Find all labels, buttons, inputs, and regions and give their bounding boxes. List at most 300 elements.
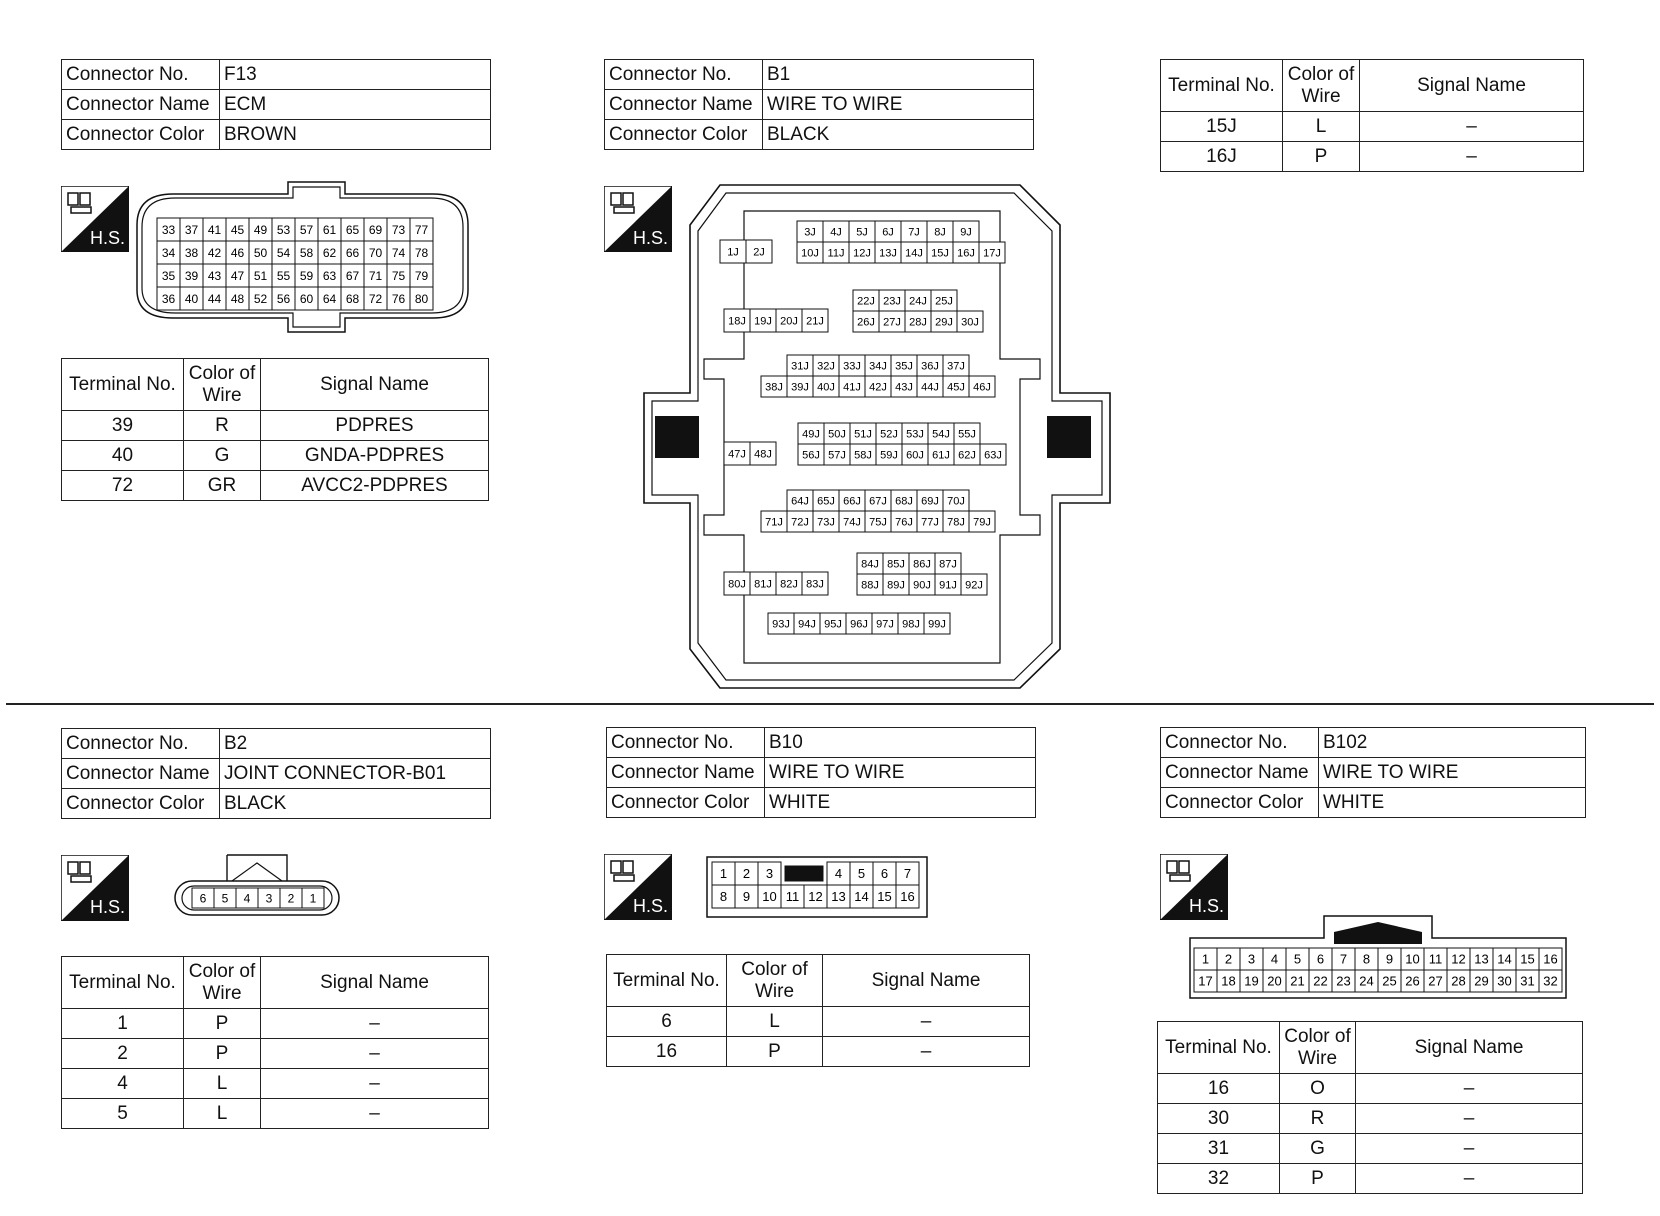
terminal-pin-label: 52 [253, 291, 268, 306]
b10-color-header: Color of Wire [727, 955, 823, 1007]
terminal-no-cell: 16J [1161, 142, 1283, 172]
terminal-pin-label: 21 [1290, 973, 1305, 989]
b10-terminal-table [606, 954, 1030, 1067]
terminal-pin-label: 52J [880, 428, 898, 441]
terminal-no-cell: 15J [1161, 112, 1283, 142]
f13-color-header: Color of Wire [184, 359, 261, 411]
terminal-pin-label: 48 [230, 291, 245, 306]
terminal-pin [1332, 948, 1355, 970]
terminal-pin-label: 26 [1405, 973, 1420, 989]
terminal-pin [1240, 970, 1263, 992]
terminal-pin [850, 444, 876, 465]
terminal-pin [905, 311, 931, 332]
terminal-pin [797, 242, 823, 263]
terminal-pin [341, 241, 364, 264]
terminal-pin [1539, 948, 1562, 970]
terminal-pin-label: 31 [1520, 973, 1535, 989]
wire-color-cell: P [1280, 1164, 1356, 1194]
terminal-pin [798, 423, 824, 444]
b2-info-table [61, 728, 491, 819]
signal-name-cell: – [1356, 1104, 1583, 1134]
b10-connector-name: WIRE TO WIRE [765, 758, 1036, 788]
terminal-pin-label: 3 [765, 866, 774, 882]
terminal-pin-label: 4J [830, 226, 842, 239]
signal-name-cell: – [1356, 1074, 1583, 1104]
terminal-pin-label: 91J [939, 579, 957, 592]
terminal-no-cell: 31 [1158, 1134, 1280, 1164]
terminal-pin [901, 242, 927, 263]
signal-name-cell: GNDA-PDPRES [261, 441, 489, 471]
b1-terminal-table [1160, 59, 1584, 172]
terminal-pin-label: 48J [754, 448, 772, 461]
terminal-pin-label: 56 [276, 291, 291, 306]
terminal-pin-label: 34J [869, 360, 887, 373]
terminal-pin-label: 17 [1198, 973, 1213, 989]
terminal-pin [758, 885, 781, 908]
terminal-pin-label: 9 [742, 889, 751, 905]
terminal-pin-label: 13 [831, 889, 846, 905]
terminal-pin [917, 511, 943, 532]
b1-connector-name-label: Connector Name [605, 90, 763, 120]
wire-color-cell: L [1283, 112, 1360, 142]
terminal-pin [909, 574, 935, 595]
terminal-pin-label: 33J [843, 360, 861, 373]
wire-color-cell: R [184, 411, 261, 441]
terminal-pin [157, 287, 180, 310]
terminal-pin-label: 62 [322, 245, 337, 260]
wire-color-cell: P [184, 1009, 261, 1039]
b2-connector-name: JOINT CONNECTOR-B01 [220, 759, 491, 789]
terminal-pin [1401, 970, 1424, 992]
terminal-pin-label: 14J [905, 247, 923, 260]
terminal-pin-label: 73J [817, 516, 835, 529]
terminal-pin-label: 83J [806, 578, 824, 591]
terminal-pin [953, 242, 979, 263]
terminal-pin-label: 28J [909, 316, 927, 329]
terminal-pin [280, 888, 302, 908]
b102-connector-no: B102 [1319, 728, 1586, 758]
b10-signal-header: Signal Name [823, 955, 1030, 1007]
terminal-pin [720, 240, 746, 263]
terminal-pin-label: 14 [1497, 951, 1512, 967]
terminal-pin [364, 241, 387, 264]
terminal-pin-label: 38 [184, 245, 199, 260]
terminal-pin-label: 35 [161, 268, 176, 283]
terminal-pin-label: 11 [1428, 951, 1443, 967]
terminal-pin-label: 34 [161, 245, 176, 260]
terminal-pin [896, 862, 919, 885]
terminal-pin-label: 79J [973, 516, 991, 529]
terminal-pin-label: 74 [391, 245, 406, 260]
terminal-pin-label: 71 [368, 268, 383, 283]
table-row [1158, 1164, 1583, 1194]
terminal-pin-label: 77J [921, 516, 939, 529]
terminal-pin [272, 264, 295, 287]
terminal-no-cell: 5 [62, 1099, 184, 1129]
terminal-pin [1539, 970, 1562, 992]
terminal-no-cell: 39 [62, 411, 184, 441]
terminal-no-cell: 4 [62, 1069, 184, 1099]
terminal-pin [853, 311, 879, 332]
terminal-pin [203, 264, 226, 287]
wire-color-cell: P [1283, 142, 1360, 172]
terminal-pin [1263, 948, 1286, 970]
terminal-pin [979, 242, 1005, 263]
terminal-pin [1470, 948, 1493, 970]
terminal-pin-label: 60J [906, 449, 924, 462]
b1-signal-header: Signal Name [1360, 60, 1584, 112]
terminal-pin-label: 80 [414, 291, 429, 306]
terminal-pin [927, 221, 953, 242]
terminal-pin [724, 309, 750, 332]
terminal-pin [823, 221, 849, 242]
terminal-pin-label: 5 [857, 866, 866, 882]
terminal-pin [804, 885, 827, 908]
terminal-pin-label: 90J [913, 579, 931, 592]
terminal-pin-label: 67J [869, 495, 887, 508]
terminal-pin-label: 42 [207, 245, 222, 260]
f13-connector-face [133, 180, 473, 335]
terminal-pin [927, 242, 953, 263]
terminal-pin [724, 572, 750, 595]
terminal-pin [853, 290, 879, 311]
terminal-pin-label: 15 [877, 889, 892, 905]
terminal-pin-label: 70 [368, 245, 383, 260]
terminal-pin [387, 287, 410, 310]
terminal-pin-label: 1 [1201, 951, 1210, 967]
terminal-pin-label: 64 [322, 291, 337, 306]
signal-name-cell: – [261, 1099, 489, 1129]
terminal-pin-label: 2 [287, 891, 295, 906]
terminal-pin-label: 78J [947, 516, 965, 529]
terminal-pin-label: 3 [265, 891, 273, 906]
b1-connector-name: WIRE TO WIRE [763, 90, 1034, 120]
b1-connector-color: BLACK [763, 120, 1034, 150]
terminal-pin [849, 221, 875, 242]
terminal-pin [236, 888, 258, 908]
terminal-pin [761, 511, 787, 532]
terminal-pin [1217, 948, 1240, 970]
terminal-pin [794, 613, 820, 634]
terminal-pin [954, 423, 980, 444]
terminal-pin-label: 18J [728, 315, 746, 328]
terminal-no-cell: 6 [607, 1007, 727, 1037]
b10-connector-no: B10 [765, 728, 1036, 758]
terminal-pin [823, 242, 849, 263]
signal-name-cell: AVCC2-PDPRES [261, 471, 489, 501]
terminal-pin-label: 57 [299, 222, 314, 237]
terminal-pin [249, 241, 272, 264]
terminal-pin-label: 84J [861, 558, 879, 571]
terminal-pin-label: 51 [253, 268, 268, 283]
wire-color-cell: GR [184, 471, 261, 501]
terminal-pin [1332, 970, 1355, 992]
terminal-pin [1516, 970, 1539, 992]
terminal-pin-label: 71J [765, 516, 783, 529]
terminal-pin [781, 885, 804, 908]
b2-signal-header: Signal Name [261, 957, 489, 1009]
terminal-pin-label: 23J [883, 295, 901, 308]
terminal-pin [902, 444, 928, 465]
terminal-pin-label: 99J [928, 618, 946, 631]
terminal-pin [957, 311, 983, 332]
terminal-pin [364, 218, 387, 241]
signal-name-cell: – [823, 1007, 1030, 1037]
terminal-pin [1493, 948, 1516, 970]
terminal-pin-label: 2J [753, 246, 765, 259]
terminal-pin-label: 46J [973, 381, 991, 394]
terminal-pin-label: 1 [719, 866, 728, 882]
b2-connector-no-label: Connector No. [62, 729, 220, 759]
b1-color-header: Color of Wire [1283, 60, 1360, 112]
terminal-pin [875, 221, 901, 242]
signal-name-cell: – [1356, 1134, 1583, 1164]
terminal-pin [226, 218, 249, 241]
terminal-pin-label: 10J [801, 247, 819, 260]
table-row [62, 441, 489, 471]
terminal-pin-label: 29J [935, 316, 953, 329]
terminal-pin-label: 64J [791, 495, 809, 508]
terminal-pin-label: 65J [817, 495, 835, 508]
terminal-pin-label: 62J [958, 449, 976, 462]
wire-color-cell: L [184, 1069, 261, 1099]
terminal-pin [203, 287, 226, 310]
terminal-pin [849, 242, 875, 263]
terminal-pin-label: 74J [843, 516, 861, 529]
terminal-pin [341, 218, 364, 241]
terminal-pin [712, 885, 735, 908]
b10-connector-color-label: Connector Color [607, 788, 765, 818]
terminal-pin [258, 888, 280, 908]
terminal-pin [1378, 970, 1401, 992]
terminal-pin-label: 87J [939, 558, 957, 571]
terminal-pin-label: 61J [932, 449, 950, 462]
b2-connector-color: BLACK [220, 789, 491, 819]
wire-color-cell: P [184, 1039, 261, 1069]
terminal-pin [1240, 948, 1263, 970]
terminal-pin-label: 29 [1474, 973, 1489, 989]
terminal-pin-label: 61 [322, 222, 337, 237]
terminal-pin-label: 12 [1451, 951, 1466, 967]
terminal-pin-label: 27J [883, 316, 901, 329]
table-row [1158, 1074, 1583, 1104]
terminal-pin-label: 16 [900, 889, 915, 905]
signal-name-cell: PDPRES [261, 411, 489, 441]
terminal-pin [203, 241, 226, 264]
terminal-pin-label: 63J [984, 449, 1002, 462]
wire-color-cell: L [727, 1007, 823, 1037]
terminal-pin-label: 4 [243, 891, 251, 906]
hs-label: H.S. [90, 228, 126, 248]
b10-info-table [606, 727, 1036, 818]
terminal-pin [857, 553, 883, 574]
svg-text:H.S.: H.S. [633, 896, 669, 916]
terminal-pin [917, 490, 943, 511]
terminal-pin [364, 287, 387, 310]
terminal-pin [735, 885, 758, 908]
terminal-pin [943, 511, 969, 532]
terminal-pin-label: 1J [727, 246, 739, 259]
terminal-pin [931, 311, 957, 332]
terminal-pin [318, 264, 341, 287]
terminal-pin-label: 79 [414, 268, 429, 283]
terminal-pin [1470, 970, 1493, 992]
table-row [62, 1099, 489, 1129]
b1-connector-color-label: Connector Color [605, 120, 763, 150]
terminal-pin-label: 58 [299, 245, 314, 260]
terminal-pin [410, 241, 433, 264]
terminal-pin-label: 93J [772, 618, 790, 631]
terminal-pin-label: 68 [345, 291, 360, 306]
b102-connector-color: WHITE [1319, 788, 1586, 818]
signal-name-cell: – [261, 1069, 489, 1099]
terminal-pin-label: 39 [184, 268, 199, 283]
terminal-pin-label: 78 [414, 245, 429, 260]
terminal-pin-label: 94J [798, 618, 816, 631]
terminal-pin [943, 490, 969, 511]
terminal-pin [295, 264, 318, 287]
terminal-pin-label: 76J [895, 516, 913, 529]
terminal-pin [813, 490, 839, 511]
terminal-pin-label: 7J [908, 226, 920, 239]
terminal-pin [879, 311, 905, 332]
table-row [607, 1007, 1030, 1037]
terminal-pin [226, 264, 249, 287]
terminal-pin [249, 264, 272, 287]
terminal-pin [318, 241, 341, 264]
b102-connector-name: WIRE TO WIRE [1319, 758, 1586, 788]
terminal-pin [180, 218, 203, 241]
terminal-pin-label: 32J [817, 360, 835, 373]
terminal-pin-label: 6 [199, 891, 207, 906]
terminal-pin-label: 50J [828, 428, 846, 441]
terminal-pin [980, 444, 1006, 465]
terminal-pin [865, 511, 891, 532]
terminal-pin [872, 613, 898, 634]
terminal-pin-label: 22J [857, 295, 875, 308]
b10-terminal-grid [712, 862, 919, 908]
terminal-pin [943, 355, 969, 376]
terminal-pin [827, 885, 850, 908]
terminal-pin [865, 490, 891, 511]
svg-text:H.S.: H.S. [633, 228, 669, 248]
terminal-pin [249, 287, 272, 310]
terminal-pin-label: 65 [345, 222, 360, 237]
terminal-pin [249, 218, 272, 241]
f13-terminal-no-header: Terminal No. [62, 359, 184, 411]
terminal-pin-label: 92J [965, 579, 983, 592]
table-row [1161, 112, 1584, 142]
terminal-pin [827, 862, 850, 885]
terminal-pin-label: 72J [791, 516, 809, 529]
f13-terminal-table [61, 358, 489, 501]
terminal-pin [802, 309, 828, 332]
terminal-pin [712, 862, 735, 885]
terminal-pin [850, 423, 876, 444]
terminal-pin [1378, 948, 1401, 970]
b10-connector-color: WHITE [765, 788, 1036, 818]
table-row [1161, 142, 1584, 172]
terminal-no-cell: 30 [1158, 1104, 1280, 1134]
terminal-pin [180, 241, 203, 264]
hs-harness-side-icon [61, 186, 129, 252]
terminal-pin-label: 82J [780, 578, 798, 591]
terminal-pin [883, 574, 909, 595]
table-row [607, 1037, 1030, 1067]
b102-connector-color-label: Connector Color [1161, 788, 1319, 818]
b102-connector-no-label: Connector No. [1161, 728, 1319, 758]
terminal-pin [180, 264, 203, 287]
terminal-pin [1286, 970, 1309, 992]
wire-color-cell: P [727, 1037, 823, 1067]
terminal-pin-label: 40 [184, 291, 199, 306]
terminal-pin-label: 11J [827, 247, 845, 260]
b2-terminal-grid [192, 888, 324, 908]
f13-connector-no-label: Connector No. [62, 60, 220, 90]
terminal-pin [410, 264, 433, 287]
terminal-pin-label: 75J [869, 516, 887, 529]
terminal-pin [1447, 970, 1470, 992]
terminal-pin-label: 43J [895, 381, 913, 394]
terminal-pin [896, 885, 919, 908]
terminal-pin [758, 862, 781, 885]
terminal-pin [410, 287, 433, 310]
terminal-pin [750, 442, 776, 465]
terminal-pin-label: 1 [309, 891, 317, 906]
terminal-pin-label: 37J [947, 360, 965, 373]
terminal-pin-label: 30J [961, 316, 979, 329]
terminal-pin-label: 54 [276, 245, 291, 260]
b102-color-header: Color of Wire [1280, 1022, 1356, 1074]
signal-name-cell: – [823, 1037, 1030, 1067]
terminal-pin-label: 5J [856, 226, 868, 239]
terminal-pin-label: 20J [780, 315, 798, 328]
terminal-pin [839, 490, 865, 511]
terminal-pin-label: 27 [1428, 973, 1443, 989]
terminal-pin-label: 41 [207, 222, 222, 237]
terminal-pin-label: 19J [754, 315, 772, 328]
terminal-no-cell: 1 [62, 1009, 184, 1039]
terminal-pin-label: 37 [184, 222, 199, 237]
terminal-pin-label: 19 [1244, 973, 1259, 989]
terminal-pin [924, 613, 950, 634]
terminal-pin [787, 355, 813, 376]
terminal-pin-label: 13J [879, 247, 897, 260]
terminal-pin [891, 511, 917, 532]
b102-info-table [1160, 727, 1586, 818]
b2-connector-face [172, 853, 342, 917]
blank-cavity [785, 866, 823, 881]
terminal-no-cell: 16 [1158, 1074, 1280, 1104]
terminal-pin-label: 98J [902, 618, 920, 631]
terminal-pin [883, 553, 909, 574]
terminal-pin-label: 44 [207, 291, 222, 306]
terminal-pin [157, 218, 180, 241]
table-row [1158, 1104, 1583, 1134]
terminal-pin-label: 85J [887, 558, 905, 571]
terminal-pin [750, 572, 776, 595]
terminal-pin [909, 553, 935, 574]
terminal-pin-label: 45 [230, 222, 245, 237]
table-row [62, 471, 489, 501]
terminal-pin-label: 6J [882, 226, 894, 239]
terminal-pin [1355, 948, 1378, 970]
terminal-pin [735, 862, 758, 885]
terminal-pin [873, 885, 896, 908]
terminal-pin [875, 242, 901, 263]
terminal-pin [180, 287, 203, 310]
terminal-pin-label: 6 [880, 866, 889, 882]
